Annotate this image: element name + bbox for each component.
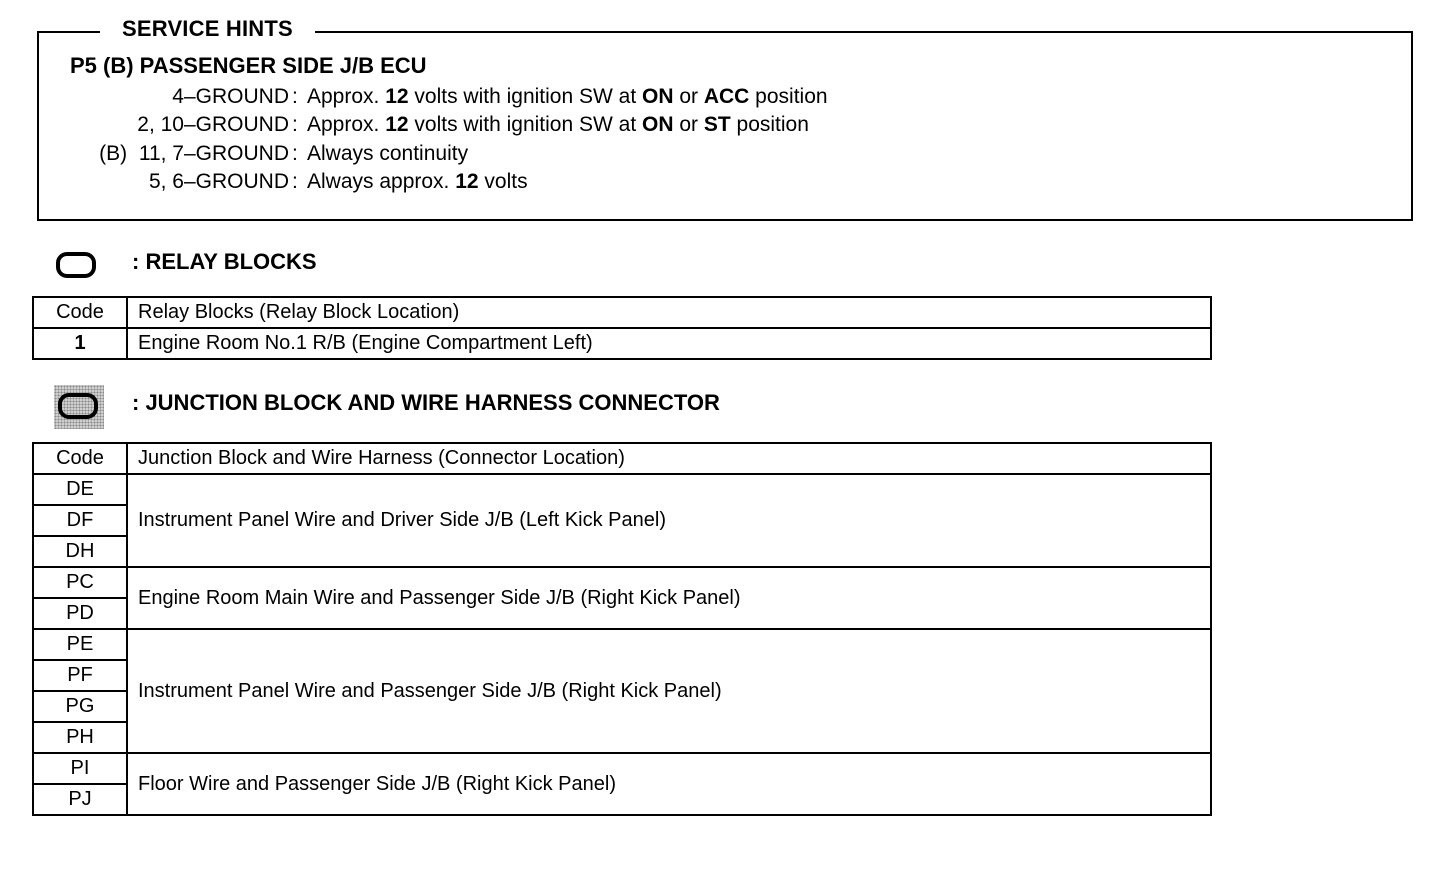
connector-description: Floor Wire and Passenger Side J/B (Right Kick Panel)	[127, 753, 1211, 815]
hint-description: Always continuity	[307, 142, 469, 165]
hint-separator: :	[292, 85, 298, 108]
header-code: Code	[33, 443, 127, 474]
hint-label: 2, 10–GROUND	[137, 113, 289, 136]
hint-label: 4–GROUND	[172, 85, 289, 108]
relay-blocks-table	[32, 296, 1212, 360]
junction-block-legend: : JUNCTION BLOCK AND WIRE HARNESS CONNECTOR	[132, 390, 720, 415]
hint-description: Approx. 12 volts with ignition SW at ON or ACC position	[307, 85, 828, 108]
table-row	[33, 629, 1211, 660]
connector-code: PE	[33, 629, 127, 660]
service-hints-title: SERVICE HINTS	[100, 16, 315, 42]
relay-blocks-legend: : RELAY BLOCKS	[132, 249, 317, 274]
connector-code: PI	[33, 753, 127, 784]
hint-description: Approx. 12 volts with ignition SW at ON or ST position	[307, 113, 809, 136]
hint-label: 5, 6–GROUND	[148, 170, 289, 193]
table-row	[33, 753, 1211, 784]
connector-code: PF	[33, 660, 127, 691]
connector-code: PC	[33, 567, 127, 598]
header-description: Junction Block and Wire Harness (Connector Location)	[127, 443, 1211, 474]
hint-description: Always approx. 12 volts	[307, 170, 528, 193]
junction-block-table	[32, 442, 1212, 816]
table-row	[33, 474, 1211, 505]
table-row	[33, 328, 1211, 359]
connector-code: DF	[33, 505, 127, 536]
header-code: Code	[33, 297, 127, 328]
hint-label: (B) 11, 7–GROUND	[99, 142, 289, 165]
table-header-row	[33, 443, 1211, 474]
junction-block-symbol-icon	[54, 385, 104, 429]
relay-code: 1	[33, 328, 127, 359]
hint-separator: :	[292, 113, 298, 136]
relay-block-symbol-icon	[56, 252, 96, 278]
connector-code: PG	[33, 691, 127, 722]
relay-description: Engine Room No.1 R/B (Engine Compartment Left)	[127, 328, 1211, 359]
table-header-row	[33, 297, 1211, 328]
hint-heading: P5 (B) PASSENGER SIDE J/B ECU	[70, 53, 427, 78]
connector-code: PD	[33, 598, 127, 629]
header-description: Relay Blocks (Relay Block Location)	[127, 297, 1211, 328]
connector-description: Instrument Panel Wire and Driver Side J/B (Left Kick Panel)	[127, 474, 1211, 567]
connector-code: DE	[33, 474, 127, 505]
hint-separator: :	[292, 170, 298, 193]
table-row	[33, 567, 1211, 598]
connector-description: Instrument Panel Wire and Passenger Side J/B (Right Kick Panel)	[127, 629, 1211, 753]
junction-block-outline-icon	[58, 393, 98, 419]
connector-code: PH	[33, 722, 127, 753]
connector-description: Engine Room Main Wire and Passenger Side J/B (Right Kick Panel)	[127, 567, 1211, 629]
hint-separator: :	[292, 142, 298, 165]
connector-code: DH	[33, 536, 127, 567]
connector-code: PJ	[33, 784, 127, 815]
